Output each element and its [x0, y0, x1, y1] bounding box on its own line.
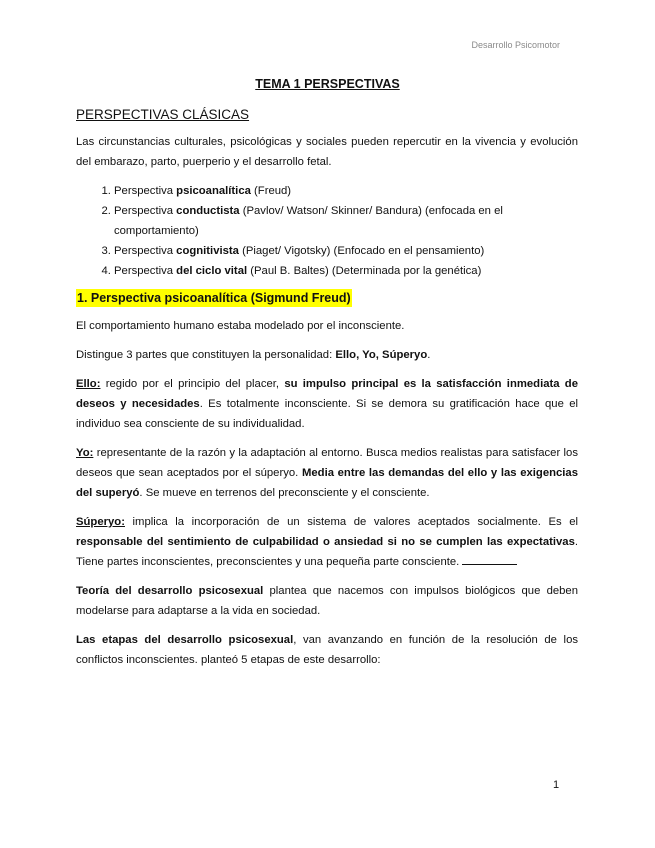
list-item: 1. Perspectiva psicoanalítica (Freud)	[114, 181, 578, 201]
paragraph-teoria: Teoría del desarrollo psicosexual plantea que nacemos con impulsos biológicos que deben modelarse para adaptarse a la vida en sociedad.	[76, 585, 578, 617]
paragraph-inconsciente: El comportamiento humano estaba modelado por el inconsciente.	[76, 320, 405, 332]
paragraph-superyo: Súperyo: implica la incorporación de un sistema de valores aceptados socialmente. Es el responsable del sentimiento de culpabilidad o ansiedad si no se cumplen las expectativas. Tiene partes inconscientes, preconscientes y una pequeña parte consciente.	[76, 516, 578, 568]
intro-paragraph: Las circunstancias culturales, psicológicas y sociales pueden repercutir en la vivencia y evolución del embarazo, parto, puerperio y el desarrollo fetal.	[76, 136, 578, 168]
paragraph-ello: Ello: regido por el principio del placer, su impulso principal es la satisfacción inmediata de deseos y necesidades. Es totalmente inconsciente. Si se demora su gratificación hace que el individuo sea consciente de su individualidad.	[76, 378, 578, 430]
document-body	[76, 105, 578, 679]
page-number: 1	[553, 779, 560, 791]
running-header: Desarrollo Psicomotor	[471, 40, 560, 50]
paragraph-yo: Yo: representante de la razón y la adaptación al entorno. Busca medios realistas para satisfacer los deseos que sean aceptados por el súperyo. Media entre las demandas del ello y las exigencias del superyó. Se mueve en terrenos del preconsciente y el consciente.	[76, 447, 578, 499]
subsection-heading: 1. Perspectiva psicoanalítica (Sigmund Freud)	[77, 291, 351, 305]
paragraph-etapas: Las etapas del desarrollo psicosexual, van avanzando en función de la resolución de los conflictos inconscientes. planteó 5 etapas de este desarrollo:	[76, 634, 578, 666]
document-title: TEMA 1 PERSPECTIVAS	[255, 77, 400, 91]
list-item: 2. Perspectiva conductista (Pavlov/ Watson/ Skinner/ Bandura) (enfocada en el comportamiento)	[114, 201, 578, 241]
blank-line	[462, 554, 517, 565]
section-heading: PERSPECTIVAS CLÁSICAS	[76, 107, 250, 122]
list-item: 4. Perspectiva del ciclo vital (Paul B. Baltes) (Determinada por la genética)	[114, 261, 578, 281]
list-item: 3. Perspectiva cognitivista (Piaget/ Vigotsky) (Enfocado en el pensamiento)	[114, 241, 578, 261]
paragraph-partes: Distingue 3 partes que constituyen la personalidad: Ello, Yo, Súperyo.	[76, 349, 431, 361]
perspectives-list	[76, 181, 578, 281]
